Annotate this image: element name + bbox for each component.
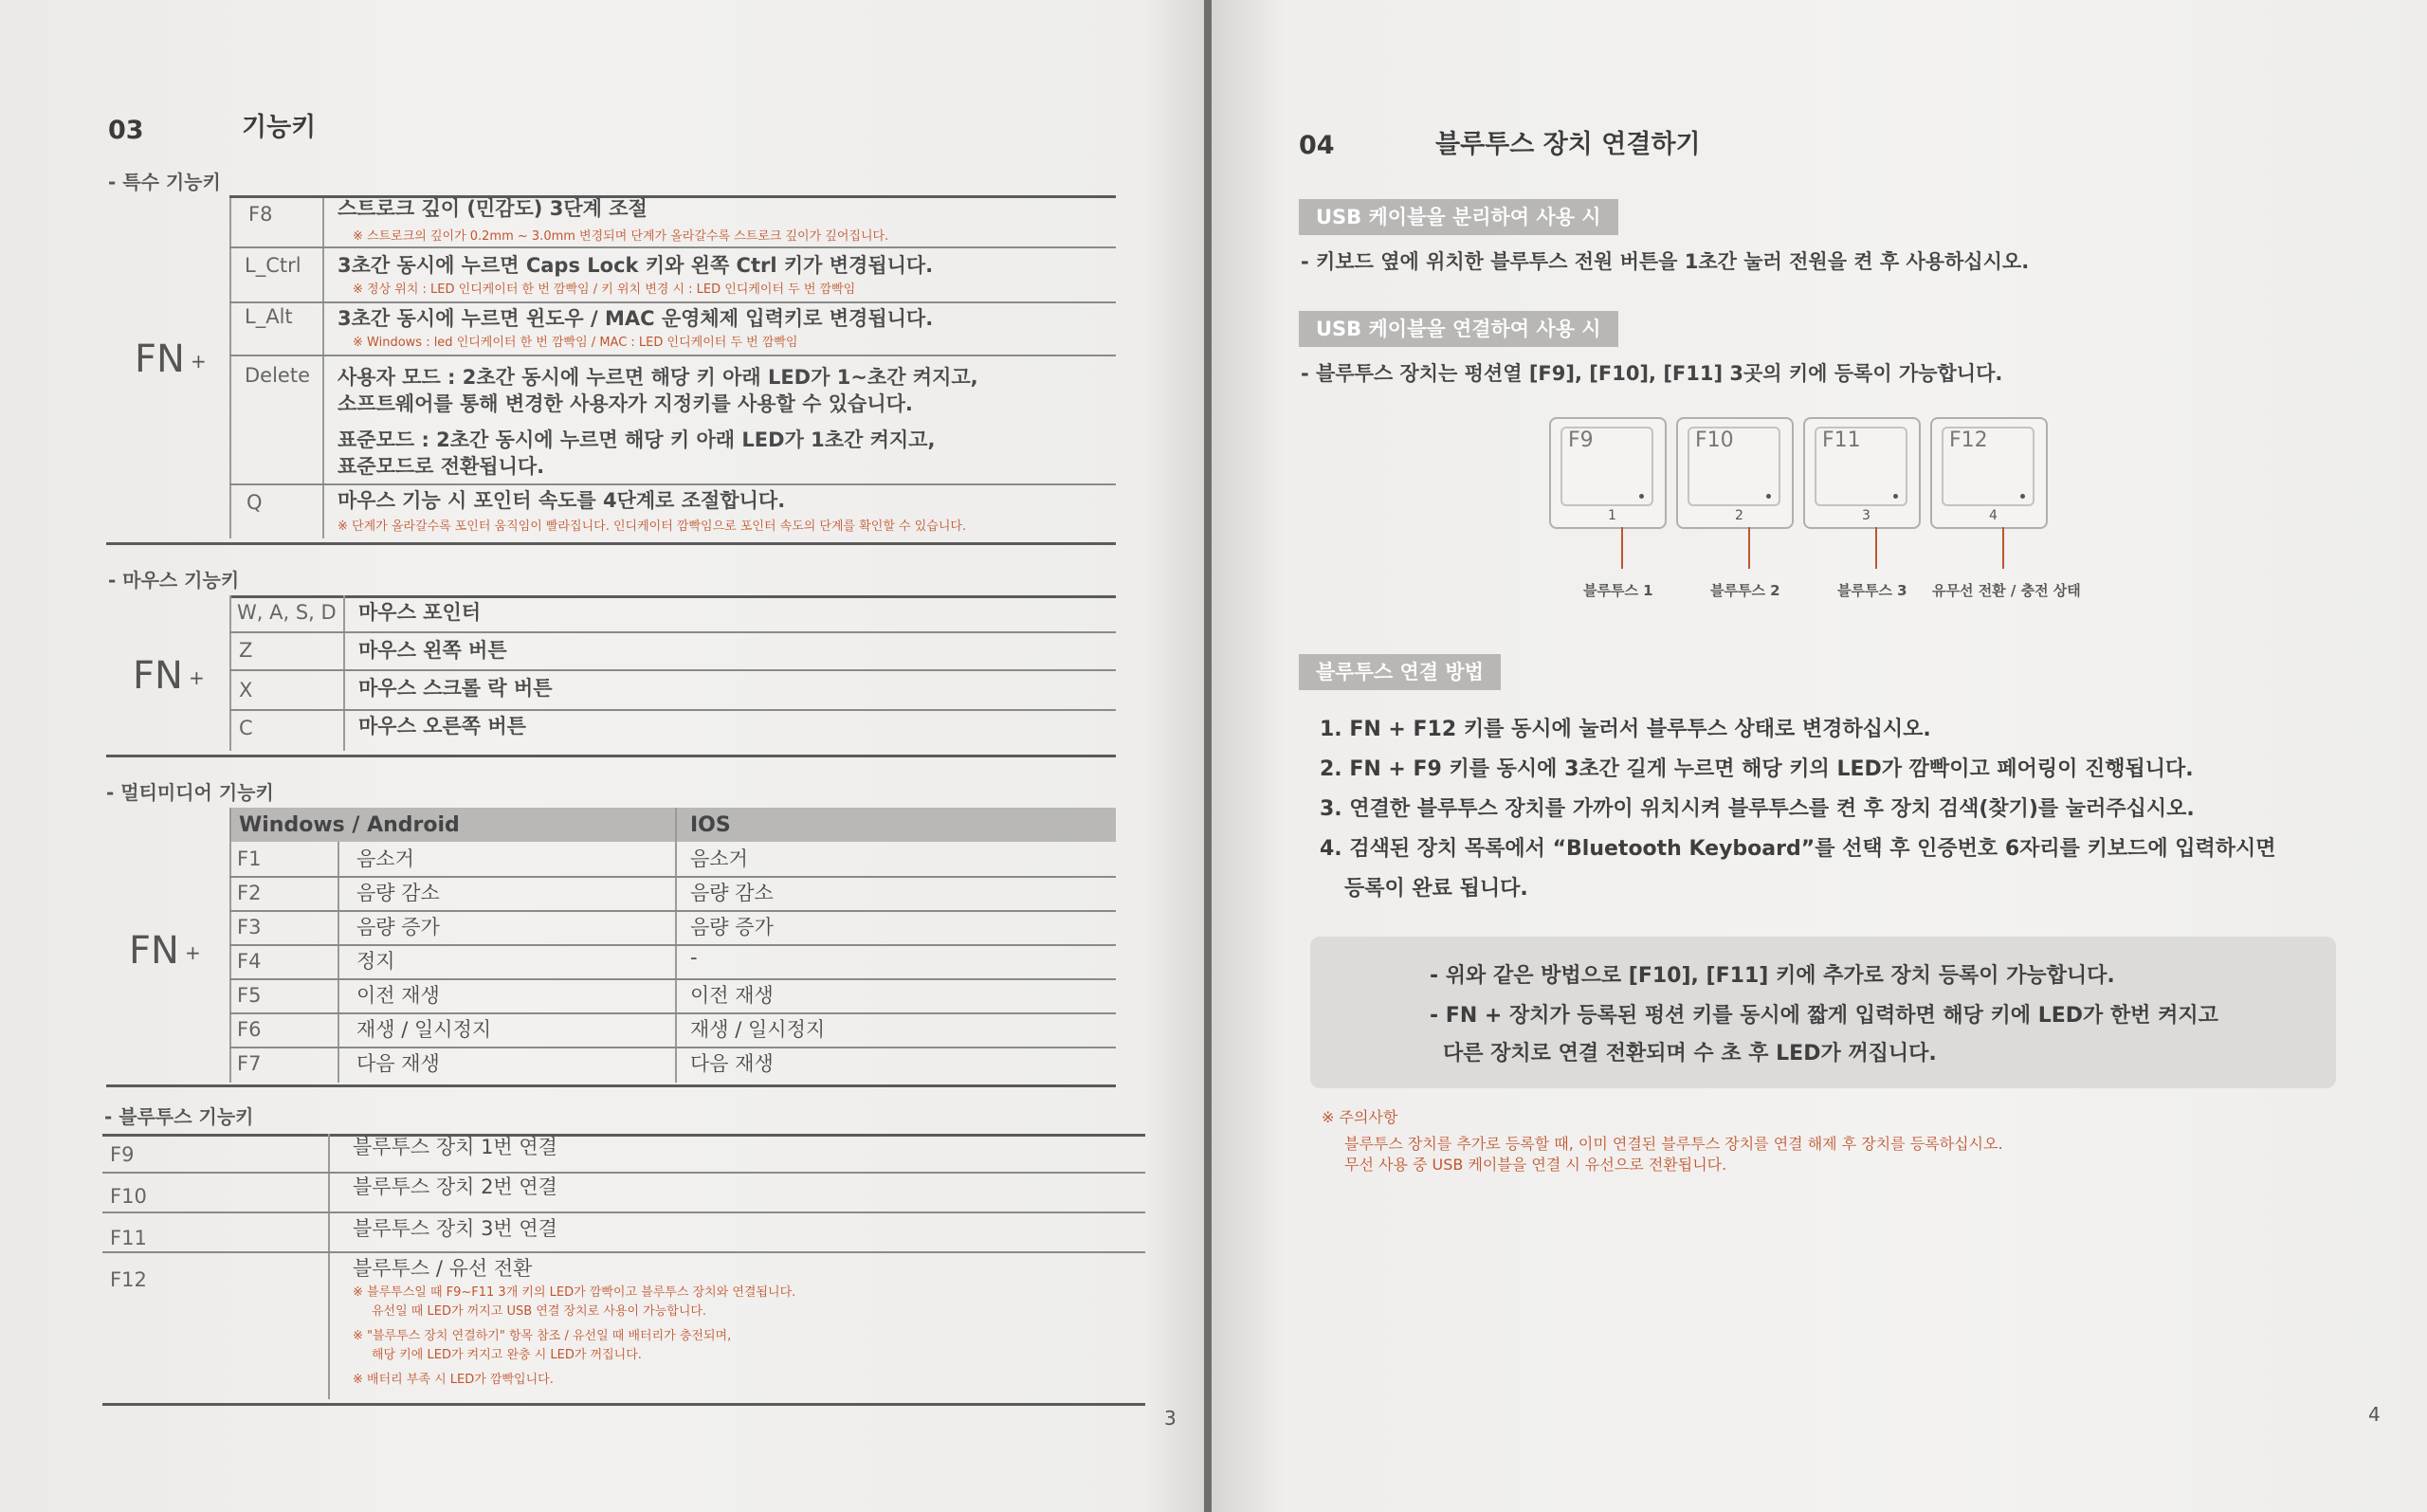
method-step: 2. FN + F9 키를 동시에 3초간 길게 누르면 해당 키의 LED가 깜빡이고 페어링이 진행됩니다. bbox=[1320, 757, 2194, 781]
caution-line: 무선 사용 중 USB 케이블을 연결 시 유선으로 전환됩니다. bbox=[1344, 1156, 1727, 1174]
key-lctrl: L_Ctrl bbox=[245, 254, 301, 277]
table-rule bbox=[102, 1403, 1145, 1406]
mm-ios: 음량 증가 bbox=[690, 916, 774, 938]
desc-delete-2: 소프트웨어를 통해 변경한 사용자가 지정키를 사용할 수 있습니다. bbox=[338, 392, 913, 415]
leader-line bbox=[1748, 527, 1750, 569]
mm-win: 음소거 bbox=[356, 847, 414, 870]
key-c: C bbox=[239, 717, 253, 739]
divider bbox=[229, 595, 231, 751]
note-lctrl: ※ 정상 위치 : LED 인디케이터 한 번 깜빡임 / 키 위치 변경 시 : LED 인디케이터 두 번 깜빡임 bbox=[353, 282, 856, 297]
desc-lalt: 3초간 동시에 누르면 윈도우 / MAC 운영체제 입력키로 변경됩니다. bbox=[338, 307, 934, 330]
keycap-f9: F9 1 bbox=[1549, 417, 1667, 529]
usb-detach-label: USB 케이블을 분리하여 사용 시 bbox=[1299, 199, 1618, 235]
col-windows-android: Windows / Android bbox=[239, 813, 460, 837]
bt-desc-f10: 블루투스 장치 2번 연결 bbox=[353, 1175, 557, 1198]
page-number: 4 bbox=[2368, 1403, 2381, 1426]
info-line: 다른 장치로 연결 전환되며 수 초 후 LED가 꺼집니다. bbox=[1443, 1042, 1937, 1066]
row-rule bbox=[229, 355, 1116, 356]
bt-key-f11: F11 bbox=[110, 1227, 147, 1249]
row-rule bbox=[102, 1251, 1145, 1253]
usb-attach-desc: - 블루투스 장치는 펑션열 [F9], [F10], [F11] 3곳의 키에 등록이 가능합니다. bbox=[1301, 362, 2003, 385]
page-number: 3 bbox=[1164, 1407, 1177, 1430]
desc-wasd: 마우스 포인터 bbox=[358, 601, 482, 624]
special-keys-heading: - 특수 기능키 bbox=[108, 171, 221, 193]
mm-key: F2 bbox=[237, 882, 262, 904]
desc-delete-3: 표준모드 : 2초간 동시에 누르면 해당 키 아래 LED가 1초간 켜지고, bbox=[338, 428, 936, 451]
section-title: 기능키 bbox=[242, 113, 317, 142]
bt-key-f10: F10 bbox=[110, 1185, 147, 1208]
caution-line: 블루투스 장치를 추가로 등록할 때, 이미 연결된 블루투스 장치를 연결 해제 후 장치를 등록하십시오. bbox=[1344, 1135, 2003, 1153]
mm-win: 재생 / 일시정지 bbox=[356, 1018, 492, 1041]
bt-desc-f12: 블루투스 / 유선 전환 bbox=[353, 1257, 533, 1280]
mm-win: 다음 재생 bbox=[356, 1052, 440, 1075]
desc-x: 마우스 스크롤 락 버튼 bbox=[358, 677, 553, 700]
bt-note: ※ 배터리 부족 시 LED가 깜빡입니다. bbox=[353, 1373, 554, 1387]
bt-desc-f11: 블루투스 장치 3번 연결 bbox=[353, 1217, 557, 1240]
mm-key: F1 bbox=[237, 847, 262, 870]
mm-key: F7 bbox=[237, 1052, 262, 1075]
method-step: 등록이 완료 됩니다. bbox=[1344, 877, 1528, 901]
key-f8: F8 bbox=[248, 203, 273, 226]
mouse-keys-heading: - 마우스 기능키 bbox=[108, 569, 240, 592]
method-step: 3. 연결한 블루투스 장치를 가까이 위치시켜 블루투스를 켠 후 장치 검색(찾기)를 눌러주십시오. bbox=[1320, 797, 2195, 821]
desc-c: 마우스 오른쪽 버튼 bbox=[358, 715, 526, 738]
desc-q: 마우스 기능 시 포인터 속도를 4단계로 조절합니다. bbox=[338, 489, 786, 512]
bt-key-f9: F9 bbox=[110, 1143, 135, 1166]
mm-win: 음량 감소 bbox=[356, 882, 440, 904]
keycap-caption: 유무선 전환 / 충전 상태 bbox=[1932, 582, 2081, 599]
row-rule bbox=[229, 631, 1116, 633]
section-title: 블루투스 장치 연결하기 bbox=[1435, 130, 1701, 159]
bt-note: ※ "블루투스 장치 연결하기" 항목 참조 / 유선일 때 배터리가 충전되며, bbox=[353, 1329, 732, 1343]
row-rule bbox=[229, 669, 1116, 671]
left-page bbox=[0, 0, 1204, 1512]
row-rule bbox=[102, 1211, 1145, 1213]
key-q: Q bbox=[246, 491, 263, 514]
key-wasd: W, A, S, D bbox=[237, 601, 337, 624]
table-rule bbox=[102, 1134, 1145, 1137]
mm-key: F5 bbox=[237, 984, 262, 1007]
mm-key: F4 bbox=[237, 950, 262, 973]
divider bbox=[322, 197, 324, 538]
method-step: 1. FN + F12 키를 동시에 눌러서 블루투스 상태로 변경하십시오. bbox=[1320, 718, 1931, 741]
bt-note: 해당 키에 LED가 켜지고 완충 시 LED가 꺼집니다. bbox=[372, 1348, 642, 1362]
divider bbox=[328, 1134, 330, 1399]
mm-ios: 음소거 bbox=[690, 847, 748, 870]
bt-note: ※ 블루투스일 때 F9~F11 3개 키의 LED가 깜빡이고 블루투스 장치와 연결됩니다. bbox=[353, 1285, 796, 1300]
usb-detach-desc: - 키보드 옆에 위치한 블루투스 전원 버튼을 1초간 눌러 전원을 켠 후 사용하십시오. bbox=[1301, 250, 2030, 273]
fn-label-special: FN + bbox=[135, 337, 207, 381]
keycap-f12: F12 4 bbox=[1930, 417, 2048, 529]
keycap-caption: 블루투스 3 bbox=[1837, 582, 1907, 599]
key-delete: Delete bbox=[245, 364, 310, 387]
keycap-caption: 블루투스 1 bbox=[1583, 582, 1653, 599]
desc-lctrl: 3초간 동시에 누르면 Caps Lock 키와 왼쪽 Ctrl 키가 변경됩니다. bbox=[338, 254, 934, 277]
info-line: - 위와 같은 방법으로 [F10], [F11] 키에 추가로 장치 등록이 가능합니다. bbox=[1430, 964, 2115, 988]
mm-win: 음량 증가 bbox=[356, 916, 440, 938]
bluetooth-keys-heading: - 블루투스 기능키 bbox=[104, 1105, 254, 1128]
mm-ios: 이전 재생 bbox=[690, 984, 774, 1007]
caution-title: ※ 주의사항 bbox=[1322, 1108, 1398, 1126]
mm-key: F6 bbox=[237, 1018, 262, 1041]
table-rule bbox=[106, 1084, 1116, 1087]
desc-z: 마우스 왼쪽 버튼 bbox=[358, 639, 507, 662]
desc-f8: 스트로크 깊이 (민감도) 3단계 조절 bbox=[338, 197, 648, 220]
row-rule bbox=[229, 246, 1116, 248]
key-lalt: L_Alt bbox=[245, 305, 293, 328]
note-f8: ※ 스트로크의 깊이가 0.2mm ~ 3.0mm 변경되며 단계가 올라갈수록 스트로크 깊이가 깊어집니다. bbox=[353, 229, 889, 244]
usb-attach-label: USB 케이블을 연결하여 사용 시 bbox=[1299, 311, 1618, 347]
multimedia-table-header bbox=[229, 808, 1116, 842]
leader-line bbox=[2002, 527, 2004, 569]
mm-ios: 음량 감소 bbox=[690, 882, 774, 904]
key-x: X bbox=[239, 679, 253, 701]
mm-win: 정지 bbox=[356, 950, 395, 973]
key-z: Z bbox=[239, 639, 253, 662]
section-number: 04 bbox=[1299, 131, 1335, 160]
note-lalt: ※ Windows : led 인디케이터 한 번 깜빡임 / MAC : LED 인디케이터 두 번 깜빡임 bbox=[353, 336, 798, 350]
right-page bbox=[1212, 0, 2427, 1512]
method-step: 4. 검색된 장치 목록에서 “Bluetooth Keyboard”를 선택 후 인증번호 6자리를 키보드에 입력하시면 bbox=[1320, 837, 2276, 861]
leader-line bbox=[1875, 527, 1877, 569]
mm-win: 이전 재생 bbox=[356, 984, 440, 1007]
divider bbox=[343, 595, 345, 751]
info-line: - FN + 장치가 등록된 펑션 키를 동시에 짧게 입력하면 해당 키에 LED가 한번 켜지고 bbox=[1430, 1004, 2218, 1028]
mm-ios: 재생 / 일시정지 bbox=[690, 1018, 826, 1041]
table-rule bbox=[106, 755, 1116, 757]
section-number: 03 bbox=[108, 116, 144, 145]
keycap-f10: F10 2 bbox=[1676, 417, 1794, 529]
keycap-caption: 블루투스 2 bbox=[1710, 582, 1780, 599]
keycap-f11: F11 3 bbox=[1803, 417, 1921, 529]
fn-label-multimedia: FN + bbox=[129, 929, 201, 973]
mm-key: F3 bbox=[237, 916, 262, 938]
table-rule bbox=[106, 542, 1116, 545]
bt-desc-f9: 블루투스 장치 1번 연결 bbox=[353, 1136, 557, 1158]
fn-label-mouse: FN + bbox=[133, 654, 205, 698]
multimedia-keys-heading: - 멀티미디어 기능키 bbox=[106, 781, 274, 804]
leader-line bbox=[1621, 527, 1623, 569]
note-q: ※ 단계가 올라갈수록 포인터 움직임이 빨라집니다. 인디케이터 깜빡임으로 포인터 속도의 단계를 확인할 수 있습니다. bbox=[338, 519, 967, 534]
method-label: 블루투스 연결 방법 bbox=[1299, 654, 1501, 690]
row-rule bbox=[102, 1172, 1145, 1174]
col-ios: IOS bbox=[690, 813, 731, 837]
desc-delete-1: 사용자 모드 : 2초간 동시에 누르면 해당 키 아래 LED가 1~초간 켜지고, bbox=[338, 366, 978, 389]
bt-key-f12: F12 bbox=[110, 1268, 147, 1291]
mm-ios: - bbox=[690, 946, 698, 969]
bt-note: 유선일 때 LED가 꺼지고 USB 연결 장치로 사용이 가능합니다. bbox=[372, 1304, 707, 1319]
divider bbox=[229, 197, 231, 538]
mm-ios: 다음 재생 bbox=[690, 1052, 774, 1075]
desc-delete-4: 표준모드로 전환됩니다. bbox=[338, 455, 545, 478]
